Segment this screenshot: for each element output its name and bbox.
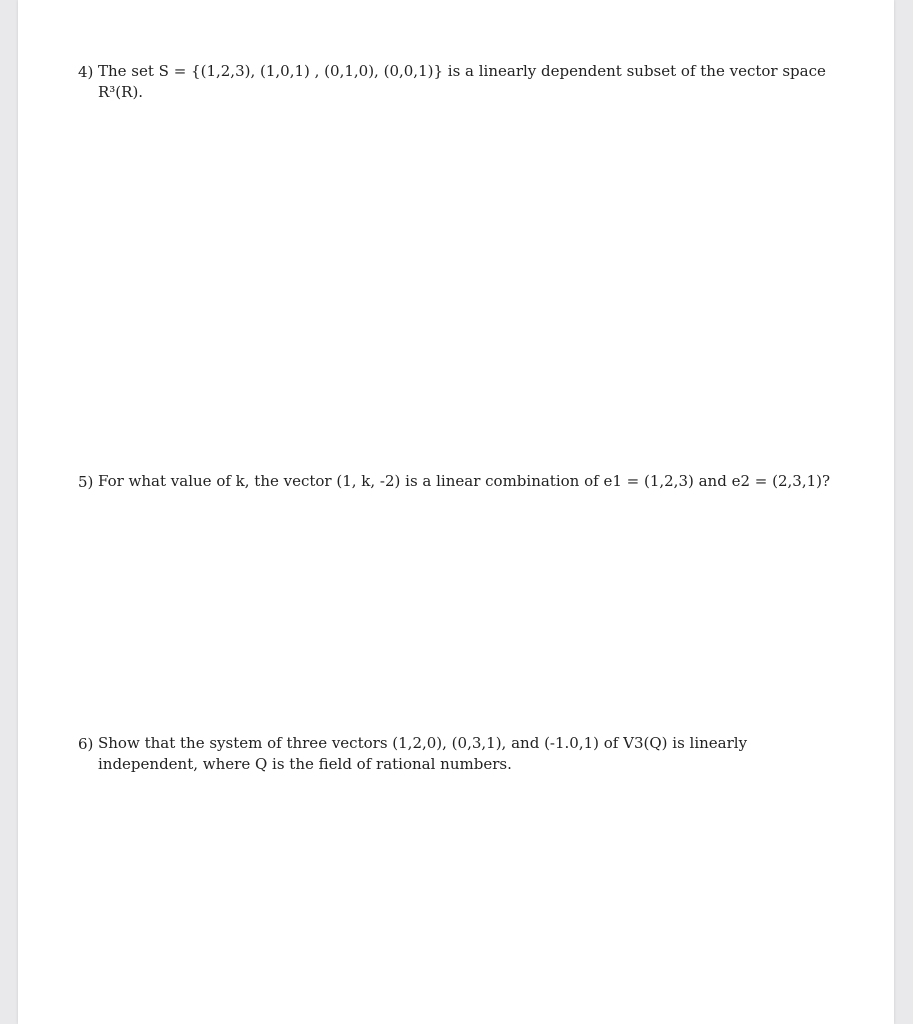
question-text: The set S = {(1,2,3), (1,0,1) , (0,1,0), (0,0,1)} is a linearly dependent subset of the vector space R³(R). bbox=[98, 62, 826, 101]
document-page bbox=[18, 0, 894, 1024]
question-6 bbox=[78, 733, 838, 775]
question-number: 5) bbox=[78, 473, 94, 491]
question-number: 6) bbox=[78, 735, 94, 753]
question-4 bbox=[78, 61, 838, 103]
question-text: For what value of k, the vector (1, k, -2) is a linear combination of e1 = (1,2,3) and e2 = (2,3,1)? bbox=[98, 472, 831, 490]
question-5 bbox=[78, 471, 838, 492]
question-number: 4) bbox=[78, 63, 94, 81]
question-text: Show that the system of three vectors (1,2,0), (0,3,1), and (-1.0,1) of V3(Q) is linearly independent, where Q is the field of rational numbers. bbox=[98, 734, 748, 773]
